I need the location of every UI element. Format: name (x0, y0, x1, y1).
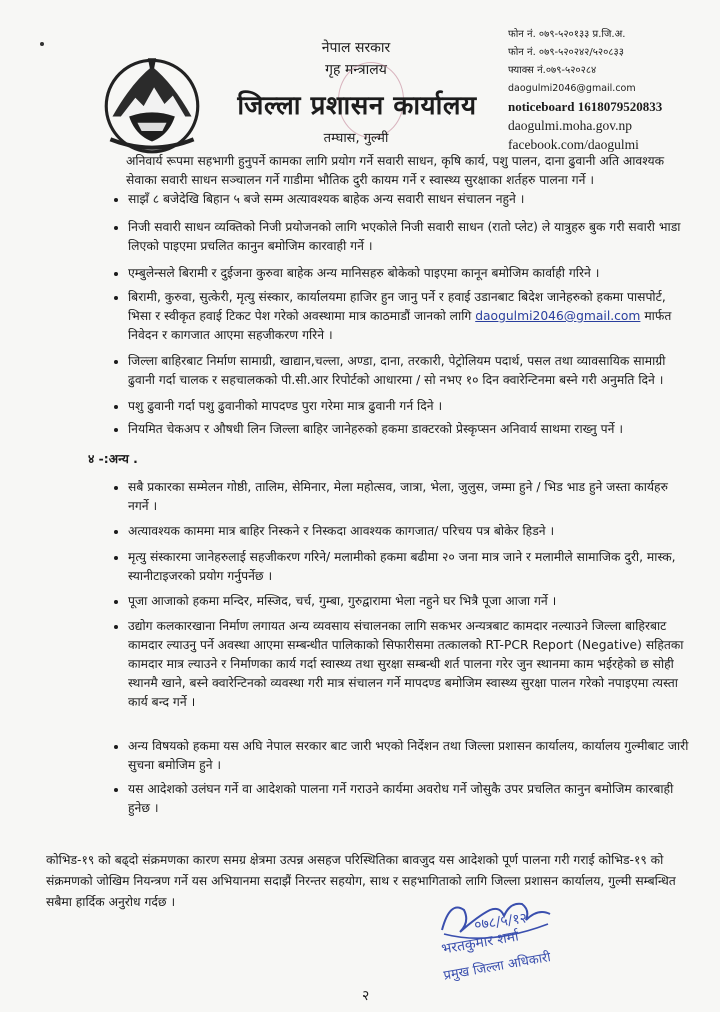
section-heading: ४ -:अन्य . (88, 452, 138, 466)
bullet (114, 530, 118, 534)
bullet (114, 226, 118, 230)
bullet (114, 296, 118, 300)
signature-date: ०७८/५/१२ (473, 910, 529, 934)
bullet (114, 198, 118, 202)
list-item: निजी सवारी साधन व्यक्तिको निजी प्रयोजनको लागि भएकोले निजी सवारी साधन (रातो प्लेट) ले यात्रुहरु बुक गरी सवारी भाडा लिएको पाइएमा प्रचलित कानुन बमोजिम कारवाही गर्ने । (128, 220, 681, 253)
list-item: मृत्यु संस्कारमा जानेहरुलाई सहजीकरण गरिने/ मलामीको हकमा बढीमा २० जना मात्र जाने र मलामीले सामाजिक दुरी, मास्क, स्यानीटाइजरको प्रयोग गर्नुपर्नेछ । (128, 550, 676, 583)
list-item: पशु ढुवानी गर्दा पशु ढुवानीको मापदण्ड पुरा गरेमा मात्र ढुवानी गर्न दिने । (128, 399, 443, 413)
bullet (114, 600, 118, 604)
list-item: अन्य विषयको हकमा यस अघि नेपाल सरकार बाट जारी भएको निर्देशन तथा जिल्ला प्रशासन कार्यालय, कार्यालय गुल्मीबाट जारी सुचना बमोजिम हुने । (128, 739, 689, 772)
list-item: यस आदेशको उलंघन गर्ने वा आदेशको पालना गर्ने गराउने कार्यमा अवरोध गर्ने जोसुकै उपर प्रचलित कानुन बमोजिम कारबाही हुनेछ । (128, 782, 674, 815)
bullet (114, 272, 118, 276)
list-item: साझँ ८ बजेदेखि बिहान ५ बजे सम्म अत्यावश्यक बाहेक अन्य सवारी साधन संचालन नहुने । (128, 192, 525, 206)
bullet (114, 745, 118, 749)
closing-paragraph: कोभिड-१९ को बढ्दो संक्रमणका कारण समग्र क्षेत्रमा उत्पन्न असहज परिस्थितिका बावजुद यस आदेशको पूर्ण पालना गरी गराई कोभिड-१९ को संक्रमणको जोखिम नियन्त्रण गर्ने यस अभियानमा सदाझैं निरन्तर सहयोग, साथ र सहभागिताको लागि जिल्ला प्रशासन कार्यालय, गुल्मी सम्बन्धित सबैमा हार्दिक अनुरोध गर्दछ । (46, 853, 676, 909)
facebook-link[interactable]: facebook.com/daogulmi (508, 137, 639, 152)
bullet (114, 428, 118, 432)
phone-cdo: फोन नं. ०७९-५२०१३३ प्र.जि.अ. (508, 29, 626, 40)
noticeboard-number: noticeboard 1618079520833 (508, 99, 663, 114)
list-item: नियमित चेकअप र औषधी लिन जिल्ला बाहिर जानेहरुको हकमा डाक्टरको प्रेस्कृप्सन अनिवार्य साथमा राख्नु पर्ने । (128, 422, 624, 436)
office-location: तम्घास, गुल्मी (323, 131, 389, 146)
contact-email[interactable]: daogulmi2046@gmail.com (508, 83, 636, 94)
page-number: २ (362, 988, 370, 1004)
bullet (114, 788, 118, 792)
list-item: सबै प्रकारका सम्मेलन गोष्ठी, तालिम, सेमिनार, मेला महोत्सव, जात्रा, भेला, जुलुस, जम्मा हुने / भिड भाड हुने जस्ता कार्यहरु नगर्ने । (128, 480, 668, 513)
bullet (114, 360, 118, 364)
list-item (128, 288, 690, 345)
intro-paragraph: अनिवार्य रूपमा सहभागी हुनुपर्ने कामका लागि प्रयोग गर्ने सवारी साधन, कृषि कार्य, पशु पालन, दाना ढुवानी अति आवश्यक सेवाका सवारी साधन सञ्चालन गर्ने गाडीमा भौतिक दुरी कायम गर्ने र स्वास्थ्य सुरक्षाका शर्तहरु पालना गर्ने । (126, 154, 665, 187)
bullet (114, 556, 118, 560)
list-item-text: मार्फत निवेदन र कागजात आएमा सहजीकरण गरिने । (128, 309, 672, 342)
website-link[interactable]: daogulmi.moha.gov.np (508, 118, 632, 133)
contact-block (508, 26, 708, 154)
list-item-text: बिरामी, कुरुवा, सुत्केरी, मृत्यु संस्कार, कार्यालयमा हाजिर हुन जानु पर्ने र हवाई उडानबाट बिदेश जानेहरुको हकमा पासपोर्ट, भिसा र स्वीकृत हवाई टिकट पेश गरेको अवस्थामा मात्र काठमाडौं जानको लागि (128, 290, 666, 323)
signatory-name: भरतकुमार शर्मा (440, 928, 520, 958)
email-link[interactable]: daogulmi2046@gmail.com (475, 309, 641, 323)
list-item: जिल्ला बाहिरबाट निर्माण सामाग्री, खाद्यान,चल्ला, अण्डा, दाना, तरकारी, पेट्रोलियम पदार्थ, पसल तथा व्यावसायिक सामाग्री ढुवानी गर्दा चालक र सहचालकको पी.सी.आर रिपोर्टको आधारमा / सो नभए १० दिन क्वारेन्टिनमा बस्ने गरी अनुमति दिने । (128, 354, 666, 387)
nepal-emblem-icon (100, 52, 204, 156)
phone-office: फोन नं. ०७९-५२०२४२/५२०८३३ (508, 47, 624, 58)
ministry-name: गृह मन्त्रालय (325, 62, 387, 78)
government-name: नेपाल सरकार (321, 40, 391, 56)
list-item: उद्योग कलकारखाना निर्माण लगायत अन्य व्यवसाय संचालनका लागि सकभर अन्यत्रबाट कामदार नल्याउने जिल्ला बाहिरबाट कामदार ल्याउनु पर्ने अवस्था आएमा सम्बन्धीत पालिकाको सिफारीसमा तत्कालको RT-PCR Report (Negative) सहितका कामदार मात्र ल्याउने र निर्माणका कार्य गर्दा स्वास्थ्य तथा सुरक्षा सम्बन्धी शर्त पालना गरेर जुन स्थानमा काम भईरहेको छ सोही स्थानमै खाने, बस्ने क्वारेन्टिनको व्यवस्था गरी मात्र संचालन गर्ने मापदण्ड बमोजिम स्वास्थ्य सुरक्षा पालन गरेको नपाइएमा त्यस्ता कार्य बन्द गर्ने । (128, 619, 684, 709)
bullet (114, 486, 118, 490)
bullet (114, 405, 118, 409)
bullet (114, 625, 118, 629)
office-title: जिल्ला प्रशासन कार्यालय (237, 91, 477, 121)
page-mark (40, 42, 44, 46)
list-item: अत्यावश्यक काममा मात्र बाहिर निस्कने र निस्कदा आवश्यक कागजात/ परिचय पत्र बोकेर हिडने । (128, 524, 555, 538)
fax-number: फ्याक्स नं.०७९-५२०२८४ (508, 65, 597, 76)
list-item: एम्बुलेन्सले बिरामी र दुईजना कुरुवा बाहेक अन्य मानिसहरु बोकेको पाइएमा कानून बमोजिम कार्वाही गरिने । (128, 266, 600, 280)
list-item: पूजा आजाको हकमा मन्दिर, मस्जिद, चर्च, गुम्बा, गुरुद्वारामा भेला नहुने घर भित्रै पूजा आजा गर्ने । (128, 594, 557, 608)
signatory-title: प्रमुख जिल्ला अधिकारी (442, 950, 552, 984)
